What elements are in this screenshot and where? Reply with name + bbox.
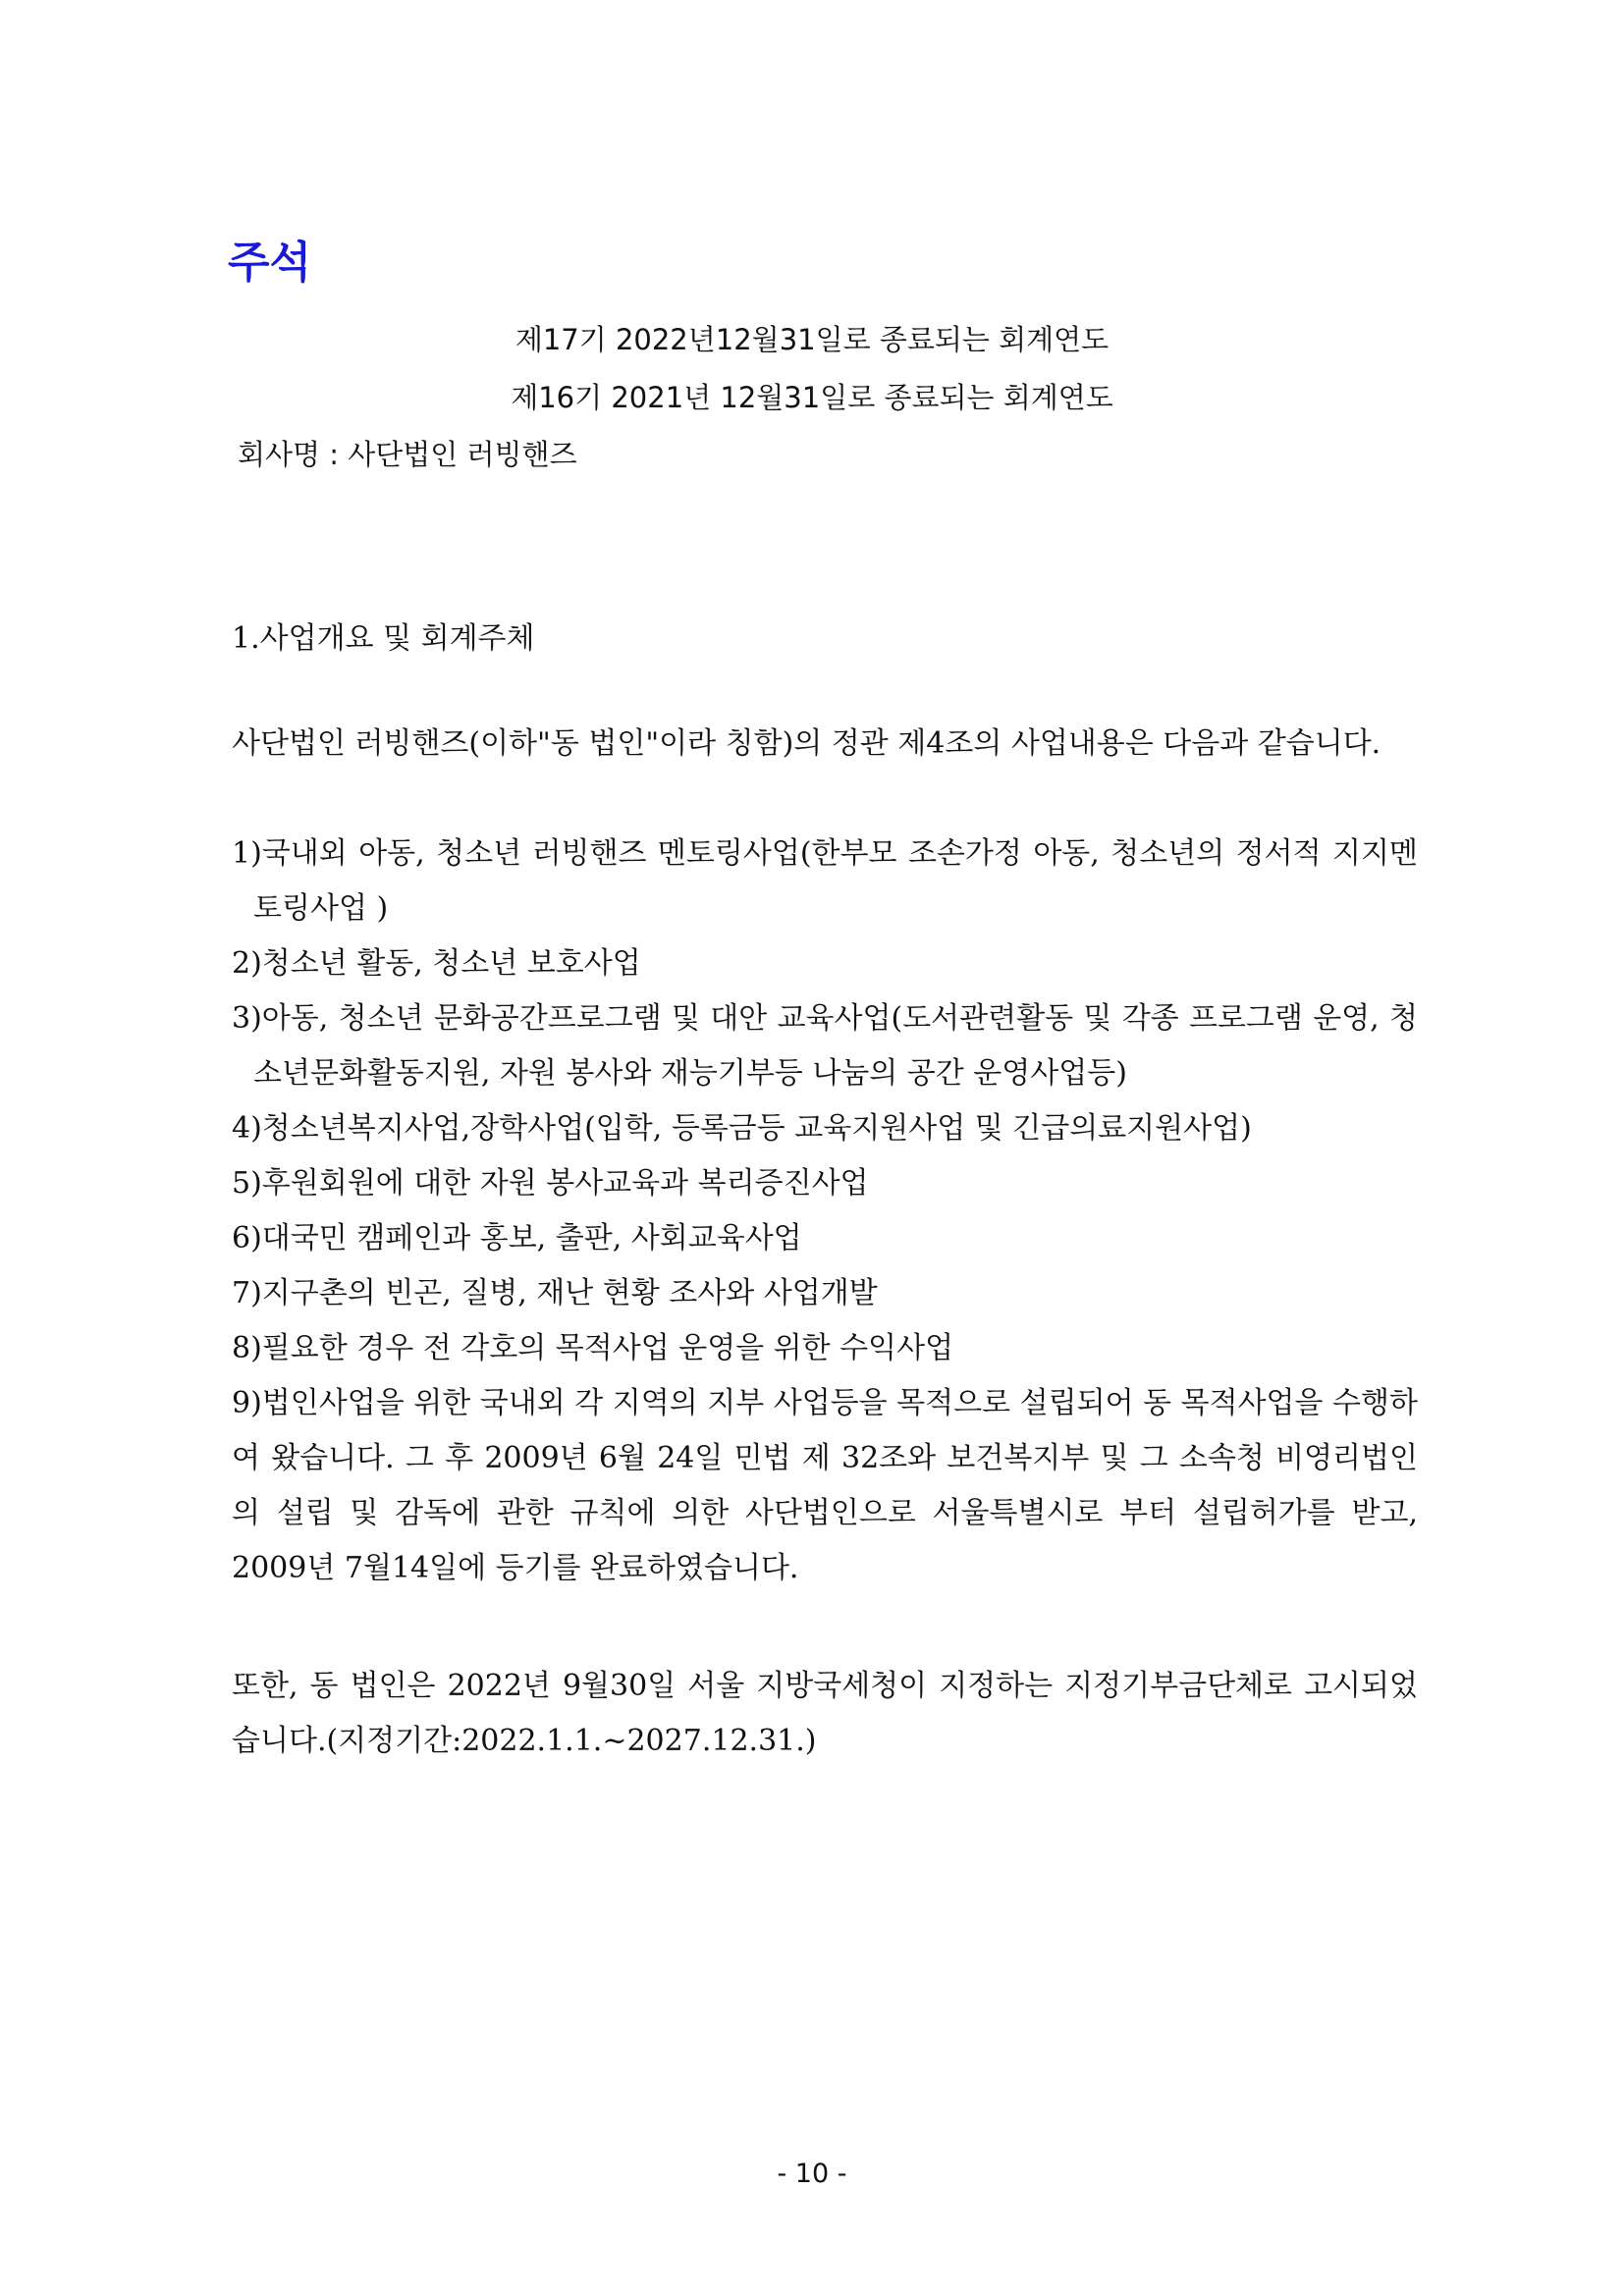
page-title: 주석 <box>228 238 312 288</box>
list-item: 9)법인사업을 위한 국내외 각 지역의 지부 사업등을 목적으로 설립되어 동 목적사업을 수행하여 왔습니다. 그 후 2009년 6월 24일 민법 제 32조와 보건복지부 및 그 소속청 비영리법인의 설립 및 감독에 관한 규칙에 의한 사단법인으로 서울특별시로 부터 설립허가를 받고, 2009년 7월14일에 등기를 완료하였습니다. <box>232 1386 1418 1585</box>
list-item: 7)지구촌의 빈곤, 질병, 재난 현황 조사와 사업개발 <box>232 1276 878 1310</box>
fiscal-period-current: 제17기 2022년12월31일로 종료되는 회계연도 <box>514 323 1110 356</box>
fiscal-period-prior: 제16기 2021년 12월31일로 종료되는 회계연도 <box>511 381 1113 414</box>
list-item: 4)청소년복지사업,장학사업(입학, 등록금등 교육지원사업 및 긴급의료지원사업) <box>232 1111 1252 1146</box>
list-item: 3)아동, 청소년 문화공간프로그램 및 대안 교육사업(도서관련활동 및 각종 프로그램 운영, 청소년문화활동지원, 자원 봉사와 재능기부등 나눔의 공간 운영사업등) <box>232 1001 1418 1091</box>
company-name-line: 회사명 : 사단법인 러빙핸즈 <box>238 438 577 471</box>
list-item: 8)필요한 경우 전 각호의 목적사업 운영을 위한 수익사업 <box>232 1331 954 1365</box>
page-number: - 10 - <box>777 2159 847 2189</box>
list-item: 1)국내외 아동, 청소년 러빙핸즈 멘토링사업(한부모 조손가정 아동, 청소년의 정서적 지지멘토링사업 ) <box>232 836 1418 926</box>
intro-paragraph: 사단법인 러빙핸즈(이하"동 법인"이라 칭함)의 정관 제4조의 사업내용은 다음과 같습니다. <box>232 726 1381 761</box>
list-item: 2)청소년 활동, 청소년 보호사업 <box>232 946 641 981</box>
business-items-list <box>232 827 1418 1596</box>
list-item: 6)대국민 캠페인과 홍보, 출판, 사회교육사업 <box>232 1221 802 1255</box>
section-heading: 1.사업개요 및 회계주체 <box>232 621 535 656</box>
list-item: 5)후원회원에 대한 자원 봉사교육과 복리증진사업 <box>232 1166 869 1201</box>
closing-paragraph: 또한, 동 법인은 2022년 9월30일 서울 지방국세청이 지정하는 지정기부금단체로 고시되었습니다.(지정기간:2022.1.1.~2027.12.31.) <box>232 1669 1418 1758</box>
